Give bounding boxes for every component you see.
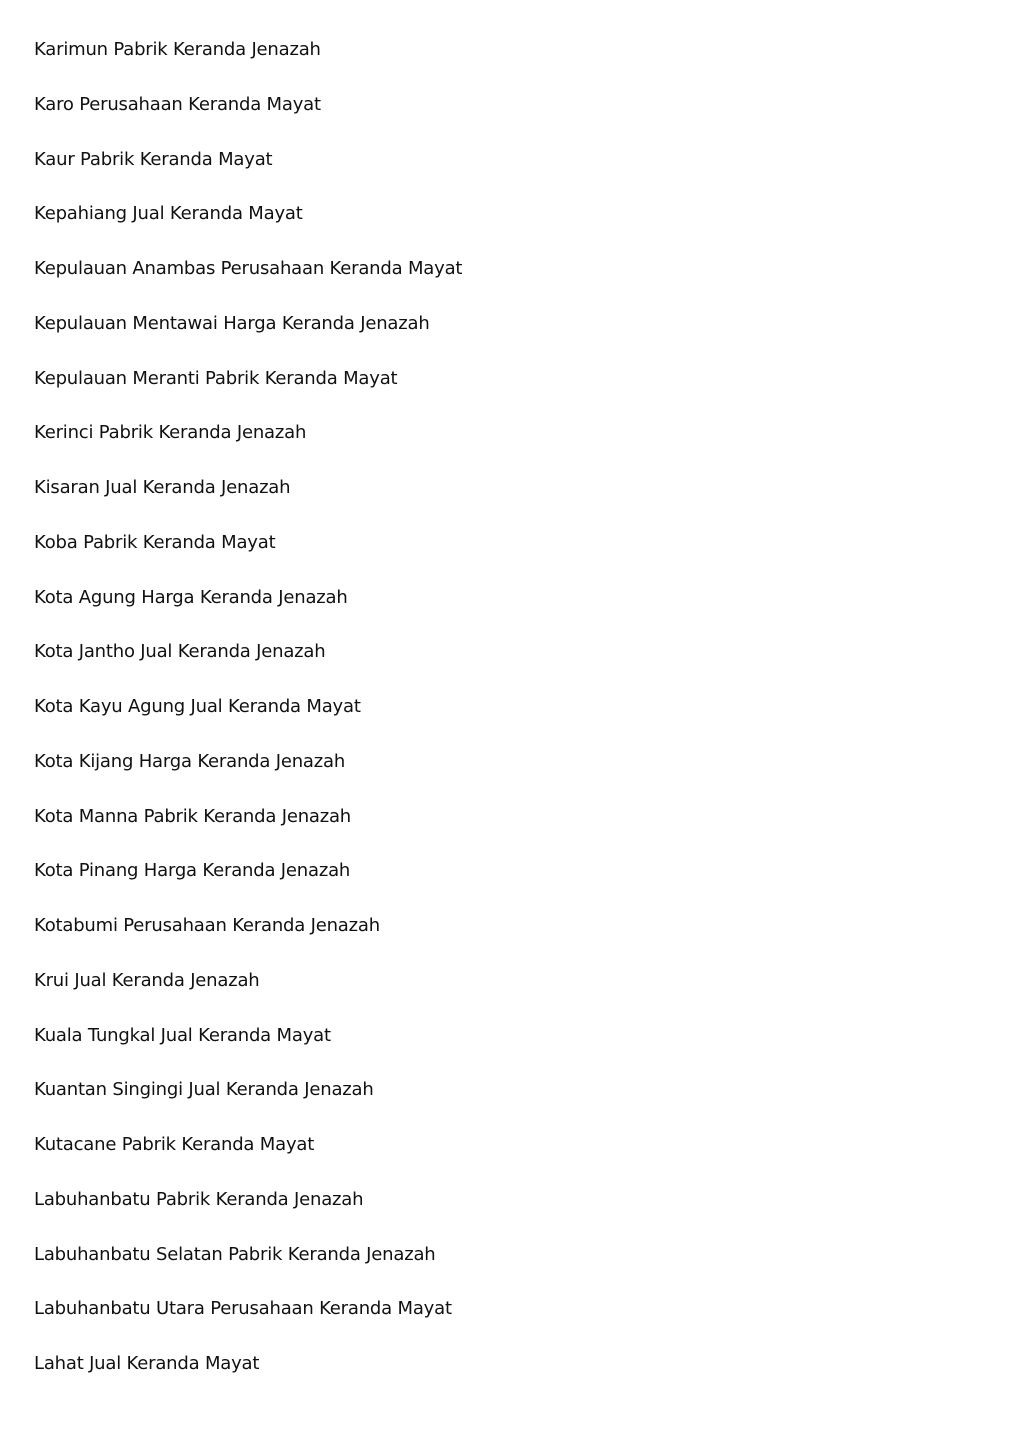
list-item: Kaur Pabrik Keranda Mayat	[34, 148, 273, 170]
list-item: Kota Pinang Harga Keranda Jenazah	[34, 860, 351, 882]
list-item: Kota Agung Harga Keranda Jenazah	[34, 586, 348, 608]
list-item: Kerinci Pabrik Keranda Jenazah	[34, 422, 307, 444]
list-item: Kepulauan Anambas Perusahaan Keranda Mayat	[34, 258, 463, 279]
list-item: Kota Kijang Harga Keranda Jenazah	[34, 750, 346, 772]
list-item: Kepulauan Meranti Pabrik Keranda Mayat	[34, 367, 398, 389]
keyword-list	[34, 36, 462, 1405]
list-item: Labuhanbatu Pabrik Keranda Jenazah	[34, 1188, 364, 1210]
list-item: Kota Kayu Agung Jual Keranda Mayat	[34, 696, 361, 717]
list-item: Kota Manna Pabrik Keranda Jenazah	[34, 805, 352, 827]
list-item: Kisaran Jual Keranda Jenazah	[34, 477, 291, 498]
list-item: Kutacane Pabrik Keranda Mayat	[34, 1134, 315, 1155]
list-item: Krui Jual Keranda Jenazah	[34, 969, 260, 991]
list-item: Kepahiang Jual Keranda Mayat	[34, 203, 303, 225]
list-item: Lahat Jual Keranda Mayat	[34, 1353, 260, 1374]
list-item: Labuhanbatu Utara Perusahaan Keranda Mayat	[34, 1298, 452, 1320]
list-item: Kota Jantho Jual Keranda Jenazah	[34, 641, 326, 663]
list-item: Kepulauan Mentawai Harga Keranda Jenazah	[34, 312, 430, 334]
list-item: Karimun Pabrik Keranda Jenazah	[34, 39, 321, 60]
list-item: Kuantan Singingi Jual Keranda Jenazah	[34, 1079, 374, 1101]
list-item: Kotabumi Perusahaan Keranda Jenazah	[34, 915, 380, 936]
list-item: Koba Pabrik Keranda Mayat	[34, 531, 276, 553]
list-item: Labuhanbatu Selatan Pabrik Keranda Jenazah	[34, 1243, 436, 1265]
list-item: Kuala Tungkal Jual Keranda Mayat	[34, 1024, 331, 1046]
list-item: Karo Perusahaan Keranda Mayat	[34, 93, 321, 115]
